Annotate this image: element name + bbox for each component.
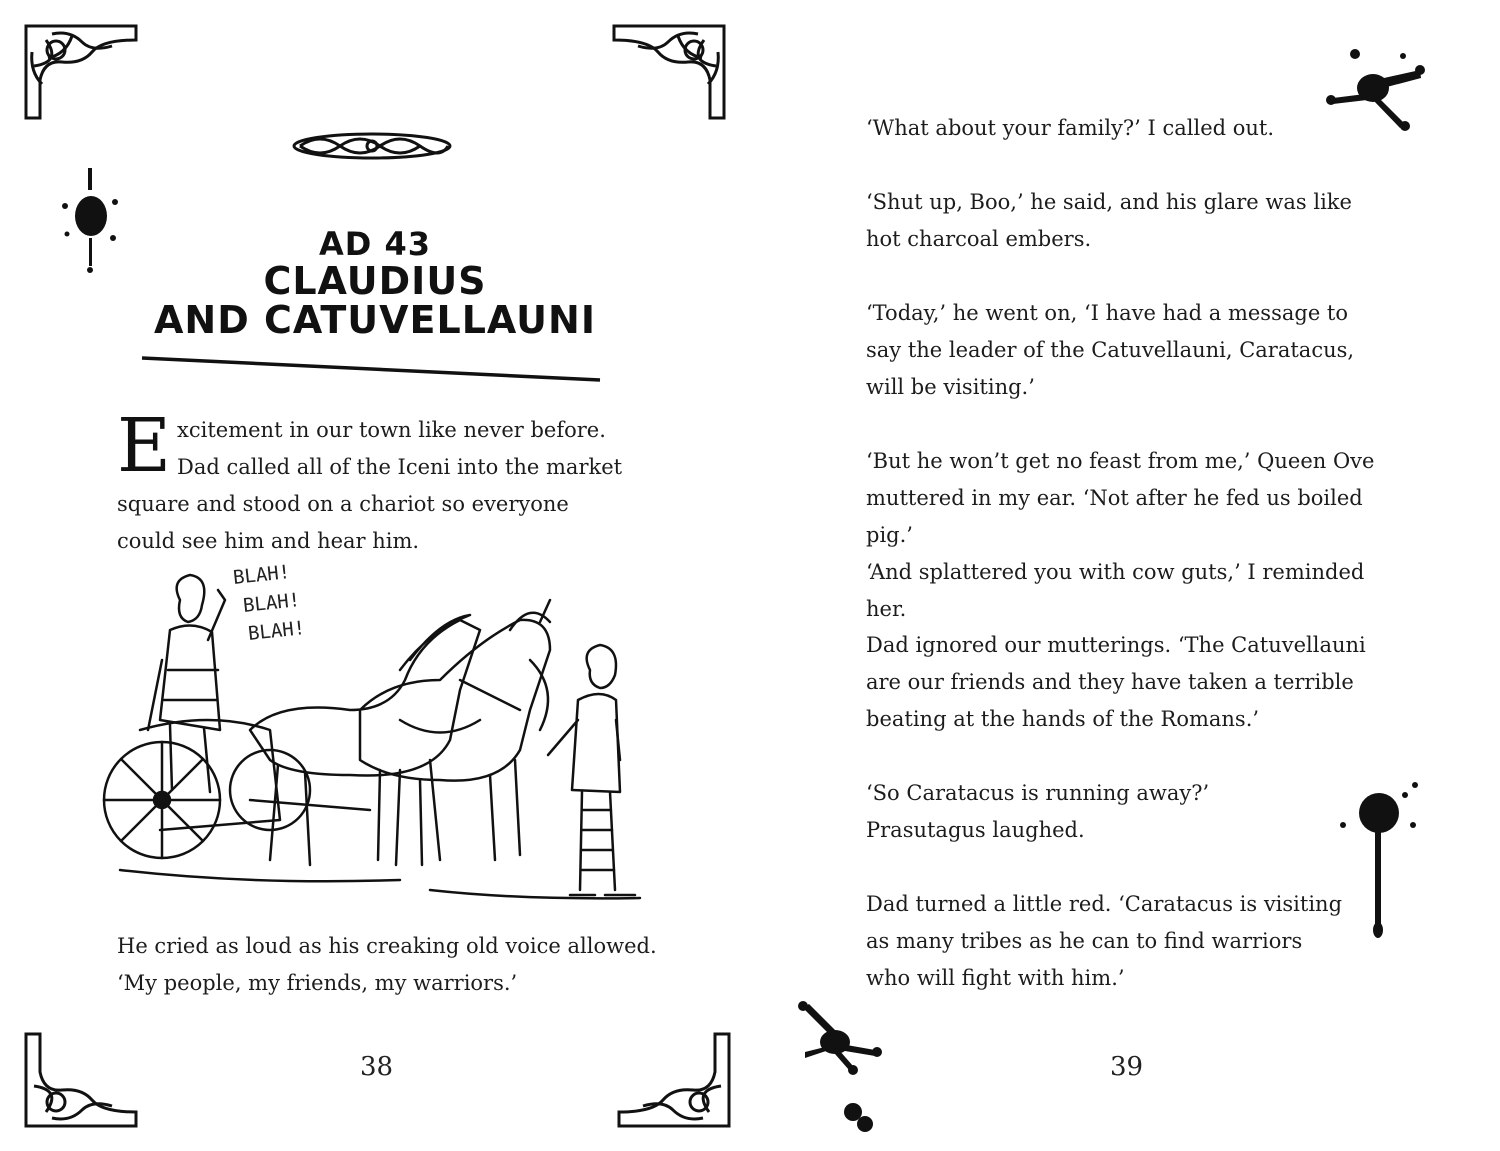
ink-splat-icon: [1325, 40, 1430, 135]
chapter-year: AD 43: [319, 225, 431, 263]
speech-blah-2: BLAH!: [242, 589, 302, 617]
title-underline: [140, 350, 605, 390]
drop-cap: E: [117, 403, 172, 489]
chapter-title: [140, 225, 610, 343]
paragraph-5: ‘And splattered you with cow guts,’ I reminded her.: [866, 560, 1365, 621]
celtic-divider-icon: [290, 130, 455, 162]
ink-splat-icon: [55, 158, 125, 278]
chapter-title-line2: AND CATUVELLAUNI: [154, 298, 596, 343]
paragraph-4: ‘But he won’t get no feast from me,’ Queen Ove muttered in my ear. ‘Not after he fed us boiled pig.’: [866, 449, 1375, 547]
paragraph-3: ‘Today,’ he went on, ‘I have had a message to say the leader of the Catuvellauni, Caratacus, will be visiting.’: [866, 301, 1355, 399]
opening-paragraph-text: xcitement in our town like never before. Dad called all of the Iceni into the market square and stood on a chariot so everyone could see him and hear him.: [117, 418, 623, 553]
paragraph-6: Dad ignored our mutterings. ‘The Catuvellauni are our friends and they have taken a terrible beating at the hands of the Romans.’: [866, 633, 1366, 731]
celtic-corner-knot-icon: [22, 22, 140, 122]
speech-blah-3: BLAH!: [247, 617, 307, 645]
celtic-corner-knot-icon: [610, 22, 728, 122]
chariot-illustration: [100, 560, 660, 920]
celtic-corner-knot-icon: [22, 1030, 140, 1130]
celtic-corner-knot-icon: [615, 1030, 733, 1130]
closing-line-1: He cried as loud as his creaking old voice allowed.: [117, 934, 657, 958]
paragraph-1: ‘What about your family?’ I called out.: [866, 116, 1275, 140]
paragraph-2: ‘Shut up, Boo,’ he said, and his glare was like hot charcoal embers.: [866, 190, 1352, 251]
paragraph-8: Dad turned a little red. ‘Caratacus is visiting as many tribes as he can to find warriors who will fight with him.’: [866, 892, 1343, 990]
page-number-left: 38: [360, 1052, 394, 1082]
page-number-right: 39: [1110, 1052, 1144, 1082]
ink-splat-icon: [795, 1000, 885, 1135]
ink-splat-icon: [1335, 775, 1425, 945]
closing-line-2: ‘My people, my friends, my warriors.’: [117, 971, 518, 995]
closing-paragraph: [117, 928, 657, 1002]
paragraph-7: ‘So Caratacus is running away?’ Prasutagus laughed.: [866, 781, 1210, 842]
opening-paragraph: [117, 403, 627, 560]
chapter-title-line1: CLAUDIUS: [263, 258, 487, 303]
speech-blah-1: BLAH!: [232, 561, 292, 589]
